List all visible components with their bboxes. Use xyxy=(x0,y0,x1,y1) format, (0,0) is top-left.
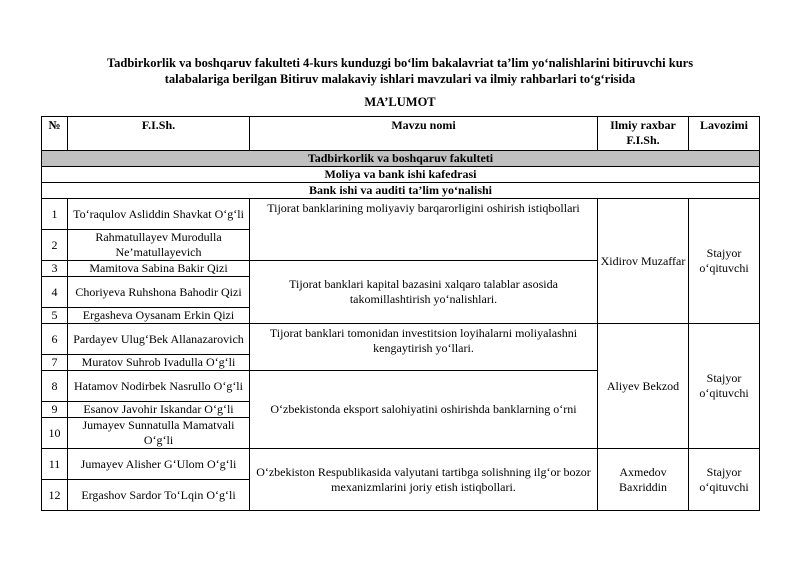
direction-row xyxy=(42,183,760,199)
student-name: Ergashov Sardor To‘Lqin O‘g‘li xyxy=(68,480,250,511)
student-name: To‘raqulov Asliddin Shavkat O‘g‘li xyxy=(68,199,250,230)
topic-cell: Tijorat banklari tomonidan investitsion loyihalarni moliyalashni kengaytirish yo‘llari. xyxy=(250,324,598,371)
department-name: Moliya va bank ishi kafedrasi xyxy=(42,167,760,183)
student-name: Pardayev Ulug‘Bek Allanazarovich xyxy=(68,324,250,355)
row-number: 11 xyxy=(42,449,68,480)
student-name: Jumayev Sunnatulla Mamatvali O‘g‘li xyxy=(68,418,250,449)
thesis-topics-table xyxy=(41,116,760,511)
student-name: Muratov Suhrob Ivadulla O‘g‘li xyxy=(68,355,250,371)
student-name: Ergasheva Oysanam Erkin Qizi xyxy=(68,308,250,324)
student-name: Mamitova Sabina Bakir Qizi xyxy=(68,261,250,277)
row-number: 12 xyxy=(42,480,68,511)
student-name: Rahmatullayev Murodulla Ne’matullayevich xyxy=(68,230,250,261)
advisor-position: Stajyor o‘qituvchi xyxy=(689,324,760,449)
column-header-position: Lavozimi xyxy=(689,117,760,151)
topic-cell: O‘zbekistonda eksport salohiyatini oshirishda banklarning o‘rni xyxy=(250,371,598,449)
student-name: Choriyeva Ruhshona Bahodir Qizi xyxy=(68,277,250,308)
row-number: 10 xyxy=(42,418,68,449)
student-name: Esanov Javohir Iskandar O‘g‘li xyxy=(68,402,250,418)
document-title-line-1: Tadbirkorlik va boshqaruv fakulteti 4-kurs kunduzgi bo‘lim bakalavriat ta’lim yo‘nalishlarini bitiruvchi kurs xyxy=(106,56,694,70)
student-name: Jumayev Alisher G‘Ulom O‘g‘li xyxy=(68,449,250,480)
advisor-position: Stajyor o‘qituvchi xyxy=(689,199,760,324)
row-number: 8 xyxy=(42,371,68,402)
document-title-line-2: talabalariga berilgan Bitiruv malakaviy ishlari mavzulari va ilmiy rahbarlari to‘g‘risida xyxy=(164,72,636,86)
advisor-name: Xidirov Muzaffar xyxy=(598,199,689,324)
faculty-row xyxy=(42,151,760,167)
column-header-topic: Mavzu nomi xyxy=(250,117,598,151)
table-row xyxy=(42,324,760,355)
column-header-advisor: Ilmiy raxbar F.I.Sh. xyxy=(598,117,689,151)
column-header-name: F.I.Sh. xyxy=(68,117,250,151)
advisor-name: Axmedov Baxriddin xyxy=(598,449,689,511)
row-number: 6 xyxy=(42,324,68,355)
row-number: 4 xyxy=(42,277,68,308)
topic-cell: O‘zbekiston Respublikasida valyutani tartibga solishning ilg‘or bozor mexanizmlarini joriy etish istiqbollari. xyxy=(250,449,598,511)
topic-cell: Tijorat banklari kapital bazasini xalqaro talablar asosida takomillashtirish yo‘nalishlari. xyxy=(250,261,598,324)
department-row xyxy=(42,167,760,183)
table-row xyxy=(42,199,760,230)
topic-cell: Tijorat banklarining moliyaviy barqarorligini oshirish istiqbollari xyxy=(250,199,598,261)
row-number: 5 xyxy=(42,308,68,324)
advisor-name: Aliyev Bekzod xyxy=(598,324,689,449)
advisor-position: Stajyor o‘qituvchi xyxy=(689,449,760,511)
table-row xyxy=(42,449,760,480)
row-number: 7 xyxy=(42,355,68,371)
row-number: 2 xyxy=(42,230,68,261)
document-heading: MA’LUMOT xyxy=(364,95,436,109)
faculty-name: Tadbirkorlik va boshqaruv fakulteti xyxy=(42,151,760,167)
row-number: 9 xyxy=(42,402,68,418)
student-name: Hatamov Nodirbek Nasrullo O‘g‘li xyxy=(68,371,250,402)
row-number: 1 xyxy=(42,199,68,230)
column-header-number: № xyxy=(42,117,68,151)
row-number: 3 xyxy=(42,261,68,277)
direction-name: Bank ishi va auditi ta’lim yo‘nalishi xyxy=(42,183,760,199)
table-header-row xyxy=(42,117,760,151)
